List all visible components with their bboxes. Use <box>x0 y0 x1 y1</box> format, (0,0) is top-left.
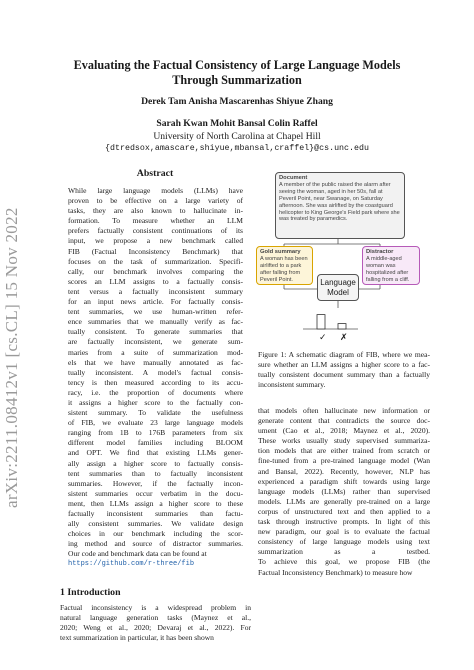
document-text: A member of the public raised the alarm after seeing the woman, aged in her 50s, fall at Peveril Point, near Swanage, on Saturday afternoon. She was airlifted by the coastguard helicopter to King George's Field park where she was treated by paramedics. <box>279 181 400 223</box>
abstract-line: factually inconsistent summaries than factu- <box>68 509 243 518</box>
right-column-line: These works usually study supervised summariza- <box>258 436 430 446</box>
introduction-body <box>60 603 251 643</box>
abstract-line: ally consistent summaries. We validate design <box>68 519 243 529</box>
introduction-line: natural language generation tasks (Maynez et al., <box>60 613 251 623</box>
arxiv-identifier: arXiv:2211.08412v1 [cs.CL] 15 Nov 2022 <box>2 207 21 508</box>
title-line-2: Through Summarization <box>172 73 302 87</box>
abstract-line: and OPT. We find that existing LLMs gener- <box>68 448 243 458</box>
figure-caption <box>258 350 430 390</box>
authors-line-2: Sarah Kwan Mohit Bansal Colin Raffel <box>156 118 318 129</box>
right-column-line: tion models that are either trained from scratch or <box>258 446 430 456</box>
abstract-line: tent summaries, we use human-written refer- <box>68 307 243 317</box>
abstract-line: input, we propose a new benchmark called <box>68 236 243 246</box>
abstract-line: ing method and source of distractor summaries. <box>68 539 243 549</box>
right-column-line: generate content that contradicts the source doc- <box>258 416 430 426</box>
right-column-body <box>258 406 430 578</box>
code-link[interactable]: https://github.com/r-three/fib <box>68 560 195 569</box>
right-column-line: models. LLMs are generally pre-trained on a large <box>258 496 430 506</box>
abstract-line: sistent summary. To validate the usefulness <box>68 408 243 418</box>
introduction-heading: 1 Introduction <box>60 587 121 598</box>
gold-summary-box <box>256 246 313 285</box>
abstract-line: prefers factually consistent continuations of its <box>68 226 243 236</box>
right-column-line: corpus of unstructured text and then applied to a <box>258 506 430 516</box>
abstract-line: els that we have manually annotated as fac- <box>68 357 243 367</box>
gold-summary-label: Gold summary <box>260 249 301 255</box>
document-label: Document <box>279 175 308 181</box>
cross-icon: ✗ <box>340 332 348 342</box>
abstract-body <box>68 186 243 570</box>
caption-line: sure whether an LLM assigns a higher score to a fac- <box>258 360 430 370</box>
check-icon: ✓ <box>319 332 327 342</box>
abstract-line: ence summaries that we manually verify as fac- <box>68 317 243 327</box>
abstract-line: it assigns a higher score to the factually con- <box>68 397 243 407</box>
document-box <box>275 172 405 239</box>
abstract-line: tency is then measured according to its accu- <box>68 377 243 387</box>
right-column-line: new paradigm, our goal is to evaluate the factual <box>258 527 430 537</box>
gold-score-bar <box>317 315 325 329</box>
introduction-line: 2020; Weng et al., 2020; Devaraj et al., 2022). For <box>60 623 251 633</box>
abstract-line: focuses on the task of summarization. Specifi- <box>68 256 243 266</box>
abstract-line: cally, our benchmark involves comparing the <box>68 266 243 276</box>
right-column-line: that models often hallucinate new information or <box>258 406 430 415</box>
abstract-line: scores an LLM assigns to a factually consis- <box>68 276 243 286</box>
abstract-line: While large language models (LLMs) have <box>68 186 243 195</box>
abstract-line: tent summaries than to factually inconsistent <box>68 468 243 478</box>
caption-line: Figure 1: A schematic diagram of FIB, where we mea- <box>258 350 430 359</box>
authors-line-1: Derek Tam Anisha Mascarenhas Shiyue Zhang <box>141 96 333 107</box>
abstract-line: Our code and benchmark data can be found at <box>68 549 207 559</box>
abstract-line: maries from a suite of summarization mod- <box>68 347 243 357</box>
distractor-label: Distractor <box>366 249 394 255</box>
abstract-line: tually inconsistent. A model's factual consis- <box>68 367 243 377</box>
abstract-line: choices in our benchmark including the scor- <box>68 529 243 539</box>
caption-line: tually consistent document summary than a factually <box>258 370 430 380</box>
introduction-line: text summarization in particular, it has been shown <box>60 633 214 643</box>
distractor-box <box>362 246 420 285</box>
distractor-score-bar <box>338 324 346 329</box>
right-column-line: task through instructive prompts. In light of this <box>258 517 430 527</box>
right-column-line: experienced a paradigm shift towards using large <box>258 476 430 486</box>
right-column-line: and Bansal, 2022). Recently, however, NLP has <box>258 466 430 476</box>
abstract-line: tasks, they are also known to hallucinate in- <box>68 206 243 216</box>
abstract-line: proven to be effective on a large variety of <box>68 196 243 206</box>
affiliation: University of North Carolina at Chapel Hill <box>153 131 321 142</box>
abstract-line: FIB (Factual Inconsistency Benchmark) that <box>68 246 243 256</box>
right-column-line: summarization as a testbed. <box>258 547 430 557</box>
abstract-line: are factually inconsistent, we generate sum- <box>68 337 243 347</box>
right-column-line: fine-tuned from a pre-trained language model (Wan <box>258 456 430 466</box>
abstract-line: ranging from 1B to 176B parameters from six <box>68 428 243 438</box>
language-model-line-2: Model <box>327 287 349 297</box>
title-line-1: Evaluating the Factual Consistency of Large Language Models <box>73 58 401 72</box>
abstract-line: formation. To measure whether an LLM <box>68 216 243 226</box>
abstract-line: of FIB, we evaluate 23 large language models <box>68 418 243 428</box>
right-column-line: To achieve this goal, we propose FIB (the <box>258 557 430 567</box>
gold-summary-text: A woman has been airlifted to a park after falling from Peveril Point. <box>260 255 308 283</box>
abstract-line: ally assign a higher score to factually consis- <box>68 458 243 468</box>
right-column-line: Factual Inconsistency Benchmark) to measure how <box>258 567 413 577</box>
abstract-line: tually consistent. To generate summaries that <box>68 327 243 337</box>
right-column-line: language models (LLMs) rather than supervised <box>258 486 430 496</box>
abstract-line: summaries. However, if the factually incon- <box>68 478 243 488</box>
abstract-line: different model families including BLOOM <box>68 438 243 448</box>
abstract-heading: Abstract <box>136 168 174 179</box>
author-emails: {dtredsox,amascare,shiyue,mbansal,craffel}@cs.unc.edu <box>105 144 369 153</box>
right-column-line: consistency of large language models using text <box>258 537 430 547</box>
language-model-line-1: Language <box>320 278 356 287</box>
distractor-text: A middle-aged woman was hospitalized after falling from a cliff. <box>366 255 410 283</box>
score-bars <box>300 308 370 332</box>
paper-title <box>60 58 414 88</box>
right-column-line: ument (Cao et al., 2018; Maynez et al., 2020). <box>258 426 430 436</box>
abstract-line: racy, i.e. the proportion of documents where <box>68 387 243 397</box>
abstract-line: tent versus a factually inconsistent summary <box>68 286 243 296</box>
abstract-line: ment, then LLMs assign a higher score to these <box>68 498 243 508</box>
caption-line: inconsistent summary. <box>258 380 326 390</box>
introduction-line: Factual inconsistency is a widespread problem in <box>60 603 251 612</box>
abstract-line: for an input news article. For factually consis- <box>68 297 243 307</box>
abstract-line: sistent summaries occur verbatim in the docu- <box>68 488 243 498</box>
language-model-box <box>317 274 359 301</box>
